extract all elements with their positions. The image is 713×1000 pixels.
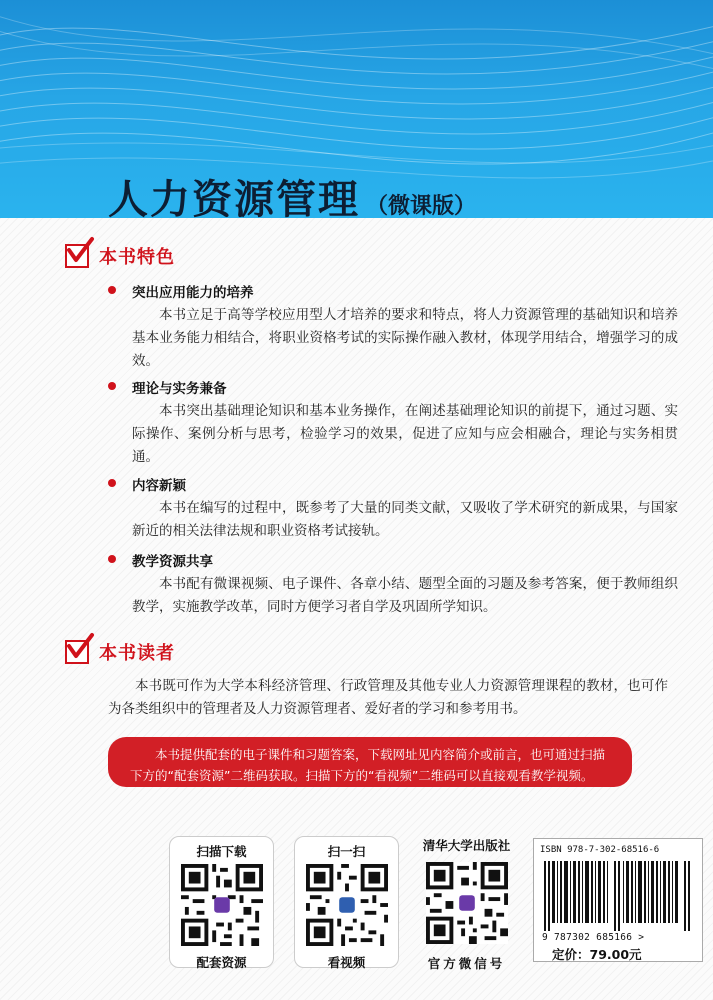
feature-title: 教学资源共享 — [108, 550, 678, 570]
isbn-barcode — [533, 838, 703, 962]
readers-heading — [65, 639, 175, 665]
feature-body: 本书配有微课视频、电子课件、各章小结、题型全面的习题及参考答案，便于教师组织教学，实施教学改革，同时方便学习者自学及巩固所学知识。 — [132, 576, 678, 615]
qr-card-video — [294, 836, 399, 968]
features-heading-text: 本书特色 — [99, 247, 175, 268]
barcode-digits: 9 787302 685166 > — [542, 932, 645, 943]
feature-body: 本书立足于高等学校应用型人才培养的要求和特点，将人力资源管理的基础知识和培养基本业务能力相结合，将职业资格考试的实际操作融入教材，体现学用结合，增强学习的成效。 — [132, 307, 678, 369]
qr-top-label: 扫一扫 — [327, 844, 366, 859]
qr-top-label: 扫描下载 — [196, 844, 247, 859]
price-label: 定价：79.00元 — [552, 947, 642, 962]
feature-body: 本书突出基础理论知识和基本业务操作，在阐述基础理论知识的前提下，通过习题、实际操作、案例分析与思考，检验学习的效果，促进了应知与应会相融合，理论与实务相贯通。 — [132, 403, 678, 465]
features-heading — [65, 243, 175, 269]
barcode-bars — [544, 861, 692, 931]
wechat-label: 官方微信号 — [427, 956, 506, 971]
feature-title: 突出应用能力的培养 — [108, 281, 678, 301]
qr-bottom-label: 看视频 — [327, 955, 366, 970]
feature-item — [108, 377, 678, 469]
qr-code-icon[interactable] — [306, 864, 388, 946]
feature-body: 本书在编写的过程中，既参考了大量的同类文献，又吸收了学术研究的新成果，与国家新近的相关法律法规和职业资格考试接轨。 — [132, 500, 678, 539]
publisher-block — [415, 836, 518, 972]
readers-body: 本书既可作为大学本科经济管理、行政管理及其他专业人力资源管理课程的教材，也可作为各类组织中的管理者及人力资源管理者、爱好者的学习和参考用书。 — [108, 678, 668, 717]
check-icon — [65, 640, 89, 664]
book-title — [108, 168, 476, 218]
book-title-main: 人力资源管理 — [108, 176, 360, 218]
isbn-text: ISBN 978-7-302-68516-6 — [540, 845, 660, 855]
publisher-name: 清华大学出版社 — [422, 838, 511, 853]
resource-notice: 本书提供配套的电子课件和习题答案，下载网址见内容简介或前言，也可通过扫描下方的“配套资源”二维码获取。扫描下方的“看视频”二维码可以直接观看教学视频。 — [108, 737, 632, 787]
readers-heading-text: 本书读者 — [99, 643, 175, 664]
qr-card-download — [169, 836, 274, 968]
feature-item — [108, 550, 678, 619]
qr-code-icon[interactable] — [181, 864, 263, 946]
feature-item — [108, 474, 678, 543]
feature-title: 内容新颖 — [108, 474, 678, 494]
feature-item — [108, 281, 678, 373]
check-icon — [65, 244, 89, 268]
feature-title: 理论与实务兼备 — [108, 377, 678, 397]
qr-bottom-label: 配套资源 — [196, 955, 247, 970]
wechat-qr-code-icon[interactable] — [426, 862, 508, 944]
cover-banner — [0, 0, 713, 218]
book-edition: （微课版） — [366, 193, 477, 218]
